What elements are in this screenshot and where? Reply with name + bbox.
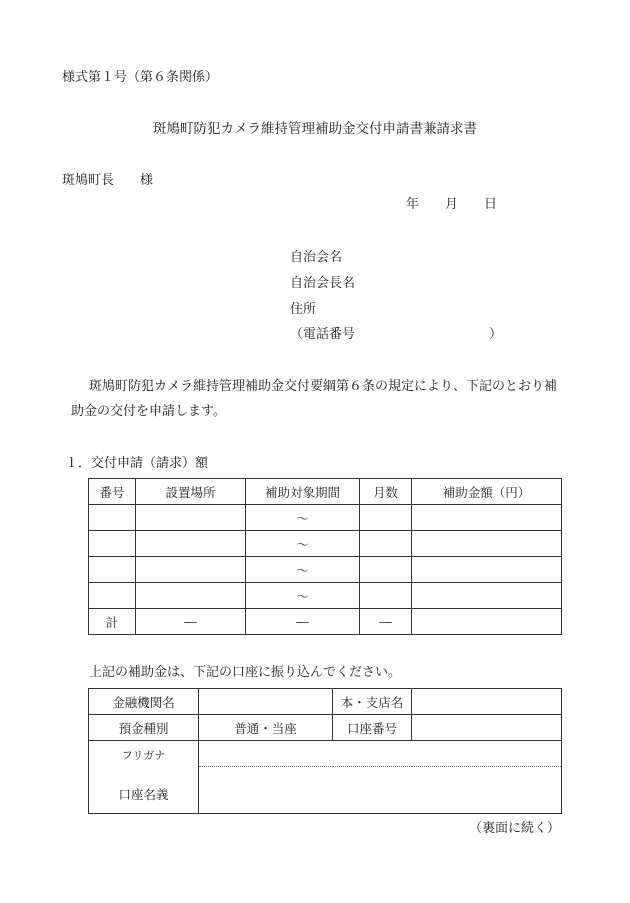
- period-cell[interactable]: ～: [246, 505, 360, 531]
- total-amount-cell[interactable]: [412, 609, 562, 635]
- col-header-months: 月数: [360, 479, 412, 505]
- period-cell[interactable]: ～: [246, 557, 360, 583]
- location-cell[interactable]: [136, 583, 246, 609]
- col-header-amount: 補助金額（円）: [412, 479, 562, 505]
- months-cell[interactable]: [360, 557, 412, 583]
- addressee: 斑鳩町長 様: [62, 173, 154, 188]
- body-text-line1: 斑鳩町防犯カメラ維持管理補助金交付要綱第６条の規定により、下記のとおり補: [89, 379, 558, 394]
- total-label: 計: [89, 609, 136, 635]
- deposit-type-options[interactable]: 普通・当座: [199, 715, 333, 741]
- period-cell[interactable]: ～: [246, 583, 360, 609]
- col-header-number: 番号: [89, 479, 136, 505]
- col-header-period: 補助対象期間: [246, 479, 360, 505]
- furigana-label: フリガナ: [121, 749, 166, 762]
- table-row: [89, 531, 562, 557]
- branch-name-label: 本・支店名: [333, 689, 412, 715]
- holder-label-cell: [89, 741, 199, 814]
- form-number: 様式第１号（第６条関係）: [62, 70, 219, 85]
- months-cell[interactable]: [360, 505, 412, 531]
- months-cell[interactable]: [360, 531, 412, 557]
- period-cell[interactable]: ～: [246, 531, 360, 557]
- phone-label: （電話番号: [290, 327, 356, 342]
- table-row: [89, 583, 562, 609]
- body-text-line2: 助金の交付を申請します。: [71, 404, 226, 419]
- table-row: [89, 557, 562, 583]
- total-location-dash: ―: [136, 609, 246, 635]
- deposit-type-label: 預金種別: [89, 715, 199, 741]
- transfer-note: 上記の補助金は、下記の口座に振り込んでください。: [89, 665, 402, 680]
- amount-cell[interactable]: [412, 557, 562, 583]
- location-cell[interactable]: [136, 505, 246, 531]
- address-label: 住所: [290, 302, 317, 317]
- amount-cell[interactable]: [412, 505, 562, 531]
- account-table: [88, 688, 562, 814]
- number-cell[interactable]: [89, 557, 136, 583]
- number-cell[interactable]: [89, 583, 136, 609]
- form-title: 斑鳩町防犯カメラ維持管理補助金交付申請書兼請求書: [153, 121, 477, 137]
- account-number-label: 口座番号: [333, 715, 412, 741]
- bank-row: [89, 689, 562, 715]
- account-holder-label: 口座名義: [118, 787, 169, 802]
- amount-cell[interactable]: [412, 583, 562, 609]
- months-cell[interactable]: [360, 583, 412, 609]
- deposit-row: [89, 715, 562, 741]
- furigana-field[interactable]: [199, 741, 562, 767]
- continued-note: （裏面に続く）: [469, 821, 561, 836]
- phone-close: ）: [489, 327, 503, 342]
- total-months-dash: ―: [360, 609, 412, 635]
- account-number-field[interactable]: [412, 715, 562, 741]
- grant-table: [88, 478, 562, 635]
- table-header-row: [89, 479, 562, 505]
- bank-name-field[interactable]: [199, 689, 333, 715]
- amount-cell[interactable]: [412, 531, 562, 557]
- bank-name-label: 金融機関名: [89, 689, 199, 715]
- total-period-dash: ―: [246, 609, 360, 635]
- number-cell[interactable]: [89, 531, 136, 557]
- date-line: 年 月 日: [406, 197, 498, 212]
- account-holder-field[interactable]: [199, 767, 562, 814]
- location-cell[interactable]: [136, 531, 246, 557]
- org-name-label: 自治会名: [290, 250, 343, 265]
- section1-title: １．交付申請（請求）額: [65, 456, 209, 471]
- location-cell[interactable]: [136, 557, 246, 583]
- number-cell[interactable]: [89, 505, 136, 531]
- org-head-label: 自治会長名: [290, 276, 356, 291]
- col-header-location: 設置場所: [136, 479, 246, 505]
- branch-name-field[interactable]: [412, 689, 562, 715]
- table-row: [89, 505, 562, 531]
- furigana-row: [89, 741, 562, 767]
- total-row: [89, 609, 562, 635]
